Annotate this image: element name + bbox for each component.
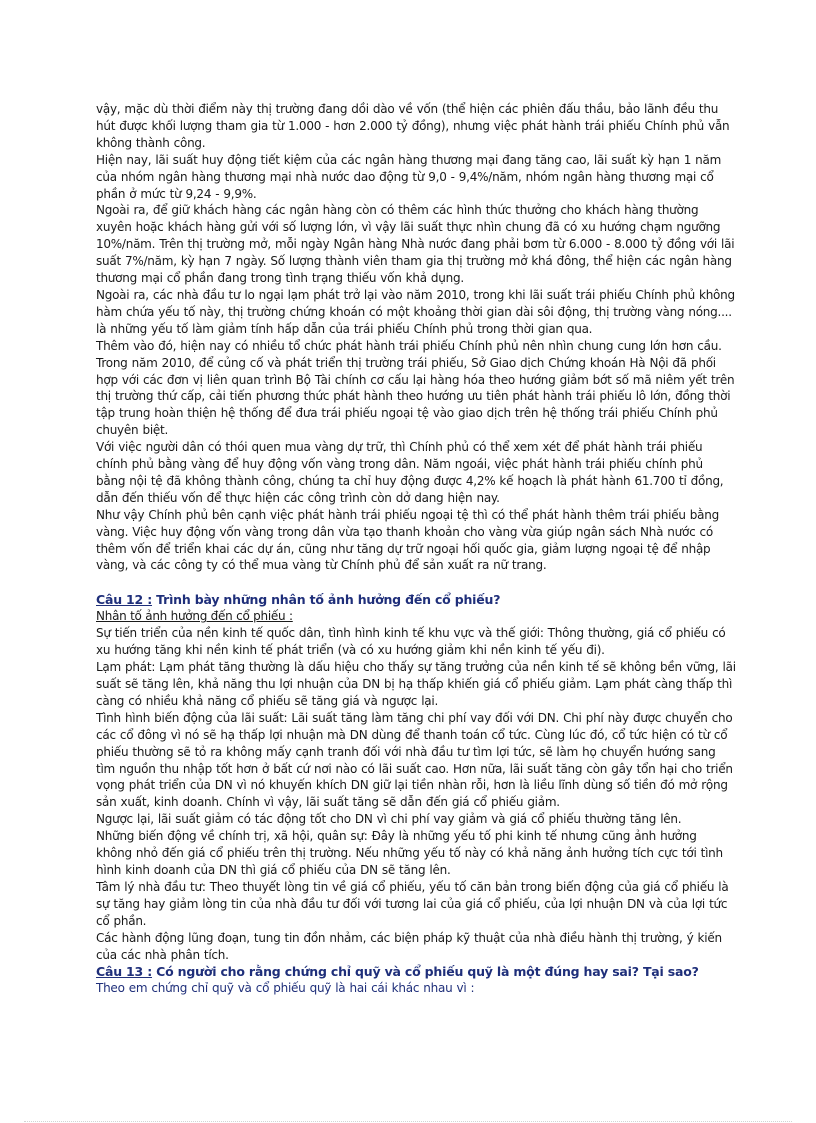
paragraph: Hiện nay, lãi suất huy động tiết kiệm của các ngân hàng thương mại đang tăng cao, lãi suất kỳ hạn 1 năm của nhóm ngân hàng thương mại nhà nước dao động từ 9,0 - 9,4%/năm, nhóm ngân hàng thương mại cổ phần ở mức từ 9,24 - 9,9%.: [96, 152, 722, 201]
paragraph: Ngược lại, lãi suất giảm có tác động tốt cho DN vì chi phí vay giảm và giá cổ phiếu thường tăng lên.: [96, 812, 682, 827]
blank-line: [96, 574, 736, 591]
question-number: Câu 12 :: [96, 592, 153, 608]
paragraph: Sự tiến triển của nền kinh tế quốc dân, tình hình kinh tế khu vực và thế giới: Thông thường, giá cổ phiếu có xu hướng tăng khi nền kinh tế phát triển (và có xu hướng giảm khi nền kinh tế yếu đi).: [96, 626, 726, 658]
paragraph: vậy, mặc dù thời điểm này thị trường đang dồi dào về vốn (thể hiện các phiên đấu thầu, bảo lãnh đều thu hút được khối lượng tham gia từ 1.000 - hơn 2.000 tỷ đồng), nhưng việc phát hành trái phiếu Chính phủ vẫn không thành công.: [96, 102, 730, 150]
paragraph: Các hành động lũng đoạn, tung tin đồn nhảm, các biện pháp kỹ thuật của nhà điều hành thị trường, ý kiến của các nhà phân tích.: [96, 930, 722, 962]
paragraph: Như vậy Chính phủ bên cạnh việc phát hành trái phiếu ngoại tệ thì có thể phát hành thêm trái phiếu bằng vàng. Việc huy động vốn vàng trong dân vừa tạo thanh khoản cho vàng vừa giúp ngân sách Nhà nước có thêm vốn để triển khai các dự án, cũng như tăng dự trữ ngoại hối quốc gia, giảm lượng ngoại tệ để nhập vàng, và các công ty có thể mua vàng từ Chính phủ để sản xuất ra nữ trang.: [96, 507, 719, 573]
question-13-heading: [96, 963, 736, 980]
paragraph: Với việc người dân có thói quen mua vàng dự trữ, thì Chính phủ có thể xem xét để phát hành trái phiếu chính phủ bằng vàng để huy động vốn vàng trong dân. Năm ngoái, việc phát hành trái phiếu chính phủ bằng nội tệ đã không thành công, chúng ta chỉ huy động được 4,2% kế hoạch là phát hành 61.700 tỉ đồng, dẫn đến thiếu vốn để thực hiện các công trình còn dở dang hiện nay.: [96, 440, 724, 505]
section-subheading: Nhân tố ảnh hưởng đến cổ phiếu :: [96, 609, 293, 624]
question-text: Trình bày những nhân tố ảnh hưởng đến cổ phiếu?: [152, 592, 501, 608]
question-text: Có người cho rằng chứng chỉ quỹ và cổ phiếu quỹ là một đúng hay sai? Tại sao?: [152, 964, 699, 980]
paragraph: Tình hình biến động của lãi suất: Lãi suất tăng làm tăng chi phí vay đối với DN. Chi phí này được chuyển cho các cổ đông vì nó sẽ hạ thấp lợi nhuận mà DN dùng để thanh toán cổ tức. Cùng lúc đó, cổ tức hiện có từ cổ phiếu thường sẽ tỏ ra không mấy cạnh tranh đối với nhà đầu tư tìm lợi tức, sẽ làm họ chuyển hướng sang tìm nguồn thu nhập tốt hơn ở bất cứ nơi nào có lãi suất cao. Hơn nữa, lãi suất tăng còn gây tổn hại cho triển vọng phát triển của DN vì nó khuyến khích DN giữ lại tiền nhàn rỗi, hơn là liều lĩnh dùng số tiền đó mở rộng sản xuất, kinh doanh. Chính vì vậy, lãi suất tăng sẽ dẫn đến giá cổ phiếu giảm.: [96, 710, 733, 810]
page-bottom-border: [24, 1121, 792, 1122]
document-page: [96, 101, 736, 997]
question-number: Câu 13 :: [96, 964, 153, 980]
question-12-heading: [96, 591, 736, 608]
paragraph: Thêm vào đó, hiện nay có nhiều tổ chức phát hành trái phiếu Chính phủ nên nhìn chung cung lớn hơn cầu. Trong năm 2010, để củng cố và phát triển thị trường trái phiếu, Sở Giao dịch Chứng khoán Hà Nội đã phối hợp với các đơn vị liên quan trình Bộ Tài chính cơ cấu lại hàng hóa theo hướng giảm bớt số mã niêm yết trên thị trường thứ cấp, cải tiến phương thức phát hành theo hướng ưu tiên phát hành trái phiếu lô lớn, đồng thời tập trung hoàn thiện hệ thống để đưa trái phiếu ngoại tệ vào giao dịch trên hệ thống trái phiếu Chính phủ chuyên biệt.: [96, 338, 735, 438]
paragraph: Lạm phát: Lạm phát tăng thường là dấu hiệu cho thấy sự tăng trưởng của nền kinh tế sẽ không bền vững, lãi suất sẽ tăng lên, khả năng thu lợi nhuận của DN bị hạ thấp khiến giá cổ phiếu giảm. Lạm phát càng thấp thì càng có nhiều khả năng cổ phiếu sẽ tăng giá và ngược lại.: [96, 660, 736, 708]
paragraph: Những biến động về chính trị, xã hội, quân sự: Đây là những yếu tố phi kinh tế nhưng cũng ảnh hưởng không nhỏ đến giá cổ phiếu trên thị trường. Nếu những yếu tố này có khả năng ảnh hưởng tích cực tới tình hình kinh doanh của DN thì giá cổ phiếu của DN sẽ tăng lên.: [96, 829, 723, 877]
paragraph: Ngoài ra, các nhà đầu tư lo ngại lạm phát trở lại vào năm 2010, trong khi lãi suất trái phiếu Chính phủ không hàm chứa yếu tố này, thị trường chứng khoán có một khoảng thời gian dài sôi động, thị trường vàng nóng.... là những yếu tố làm giảm tính hấp dẫn của trái phiếu Chính phủ trong thời gian qua.: [96, 287, 735, 336]
paragraph: Tâm lý nhà đầu tư: Theo thuyết lòng tin về giá cổ phiếu, yếu tố căn bản trong biến động của giá cổ phiếu là sự tăng hay giảm lòng tin của nhà đầu tư đối với tương lai của giá cổ phiếu, của lợi nhuận DN và của lợi tức cổ phần.: [96, 879, 729, 928]
answer-intro: Theo em chứng chỉ quỹ và cổ phiếu quỹ là hai cái khác nhau vì :: [96, 981, 475, 996]
paragraph: Ngoài ra, để giữ khách hàng các ngân hàng còn có thêm các hình thức thưởng cho khách hàng thường xuyên hoặc khách hàng gửi với số lượng lớn, vì vậy lãi suất thực nhìn chung đã có xu hướng chạm ngưỡng 10%/năm. Trên thị trường mở, mỗi ngày Ngân hàng Nhà nước đang phải bơm từ 6.000 - 8.000 tỷ đồng với lãi suất 7%/năm, kỳ hạn 7 ngày. Số lượng thành viên tham gia thị trường mở khá đông, thể hiện các ngân hàng thương mại cổ phần đang trong tình trạng thiếu vốn khả dụng.: [96, 203, 735, 286]
